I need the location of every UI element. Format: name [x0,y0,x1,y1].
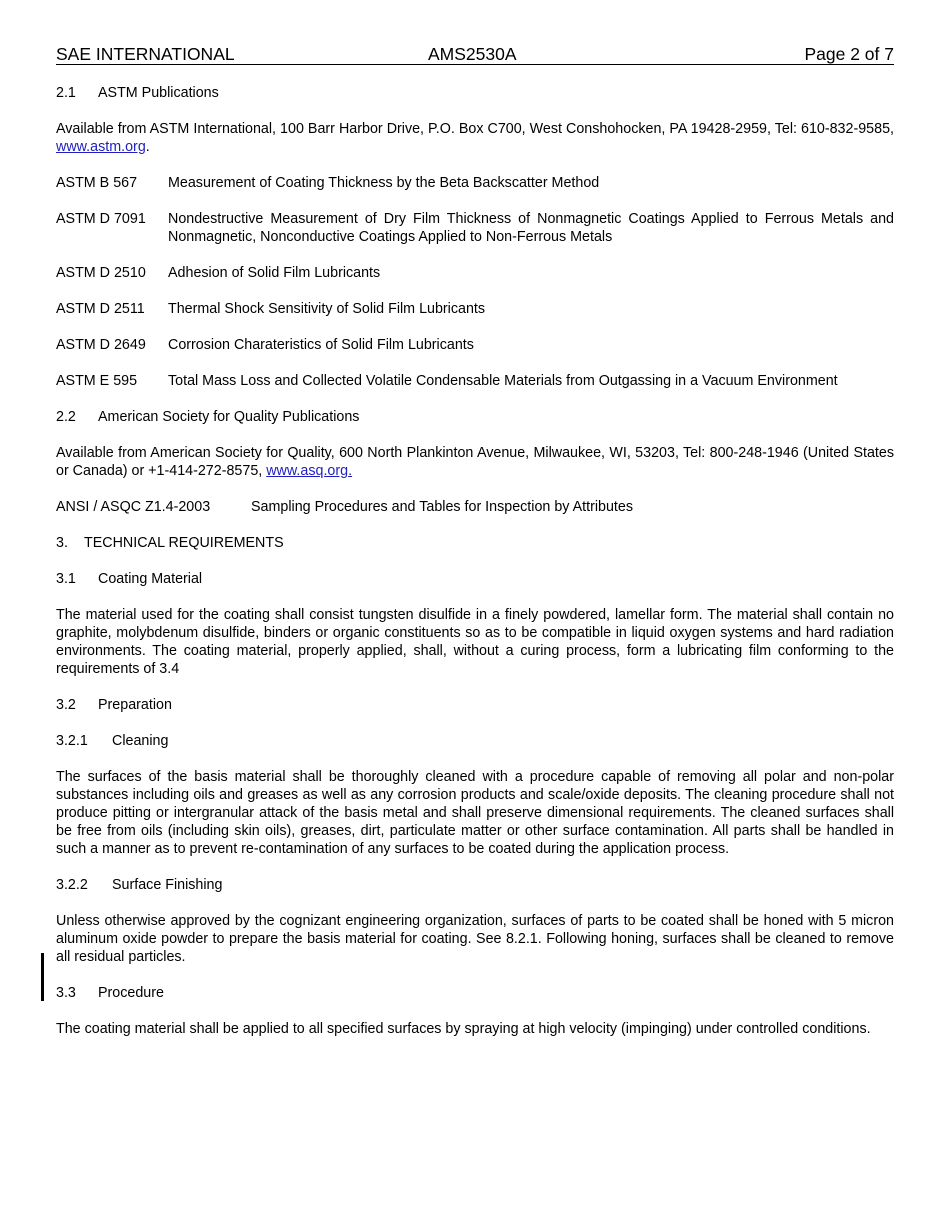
section-number: 3.2.2 [56,877,88,893]
header-doc-id: AMS2530A [428,44,517,64]
section-number: 2.1 [56,85,76,101]
header-page-number: Page 2 of 7 [804,44,894,64]
section-number: 3.1 [56,571,76,587]
procedure-paragraph: The coating material shall be applied to all specified surfaces by spraying at high velocity (impinging) under controlled conditions. [56,1021,871,1037]
section-title: Procedure [98,985,164,1001]
reference-title: Total Mass Loss and Collected Volatile Condensable Materials from Outgassing in a Vacuum Environment [168,373,838,389]
document-body [56,84,894,1038]
astm-availability-paragraph [56,120,894,156]
section-2-1-heading [56,84,894,102]
section-3-heading [56,534,894,552]
section-3-1-heading [56,570,894,588]
astm-link[interactable]: www.astm.org [56,139,146,155]
section-2-2-heading [56,408,894,426]
reference-code: ASTM D 2511 [56,301,145,317]
section-number: 3.3 [56,985,76,1001]
reference-code: ASTM B 567 [56,175,138,191]
coating-material-paragraph: The material used for the coating shall consist tungsten disulfide in a finely powdered, lamellar form. The material shall contain no graphite, molybdenum disulfide, binders or organic constituents so as to be compatible in liquid oxygen systems and hard radiation environments. The coating material, properly applied, shall, without a curing process, form a lubricating film conforming to the requirements of 3.4 [56,607,894,677]
section-3-3-heading [56,984,894,1002]
reference-item [56,174,894,192]
cleaning-paragraph: The surfaces of the basis material shall be thoroughly cleaned with a procedure capable of removing all polar and non-polar substances including oils and greases as well as any corrosion products and scale/oxide deposits. The cleaning procedure shall not produce pitting or intergranular attack of the basis metal and shall preserve dimensional requirements. The cleaned surfaces shall be free from oils (including skin oils), greases, dirt, particulate matter or other surface contamination. All parts shall be handled in such a manner as to prevent re-contamination of any surfaces to be coated during the application process. [56,769,894,857]
reference-title: Corrosion Charateristics of Solid Film Lubricants [168,337,474,353]
reference-code: ANSI / ASQC Z1.4-2003 [56,499,211,515]
reference-title: Thermal Shock Sensitivity of Solid Film Lubricants [168,301,486,317]
document-page [56,44,894,1056]
reference-code: ASTM D 7091 [56,211,146,227]
reference-item [56,210,894,246]
section-3-2-2-heading [56,876,894,894]
reference-code: ASTM D 2649 [56,337,146,353]
section-number: 3.2.1 [56,733,88,749]
surface-finishing-paragraph: Unless otherwise approved by the cognizant engineering organization, surfaces of parts to be coated shall be honed with 5 micron aluminum oxide powder to prepare the basis material for coating. See 8.2.1. Following honing, surfaces shall be cleaned to remove all residual particles. [56,913,894,965]
reference-title: Sampling Procedures and Tables for Inspection by Attributes [251,499,634,515]
reference-item [56,300,894,318]
section-3-2-1-heading [56,732,894,750]
reference-title: Measurement of Coating Thickness by the Beta Backscatter Method [168,175,600,191]
reference-item [56,372,894,390]
section-title: TECHNICAL REQUIREMENTS [84,535,284,551]
revision-change-bar [41,953,44,1001]
section-number: 3. [56,535,68,551]
header-org: SAE INTERNATIONAL [56,44,235,64]
period: . [145,139,150,155]
section-title: Surface Finishing [112,877,223,893]
availability-text: Available from ASTM International, 100 Barr Harbor Drive, P.O. Box C700, West Conshohocken, PA 19428-2959, Tel: 610-832-9585, [56,121,894,137]
page-header [56,44,894,65]
availability-text: Available from American Society for Quality, 600 North Plankinton Avenue, Milwaukee, WI, 53203, Tel: 800-248-1946 (United States or Canada) or +1-414-272-8575, [56,445,894,479]
section-title: Cleaning [112,733,169,749]
reference-item [56,264,894,282]
reference-item [56,336,894,354]
reference-title: Nondestructive Measurement of Dry Film Thickness of Nonmagnetic Coatings Applied to Ferrous Metals and Nonmagnetic, Nonconductive Coatings Applied to Non-Ferrous Metals [168,211,894,245]
section-title: Preparation [98,697,172,713]
reference-code: ASTM D 2510 [56,265,146,281]
section-3-2-heading [56,696,894,714]
section-title: American Society for Quality Publications [98,409,360,425]
reference-title: Adhesion of Solid Film Lubricants [168,265,381,281]
reference-item [56,498,894,516]
section-title: Coating Material [98,571,203,587]
asq-availability-paragraph [56,444,894,480]
section-title: ASTM Publications [98,85,219,101]
asq-link[interactable]: www.asq.org. [266,463,353,479]
reference-code: ASTM E 595 [56,373,138,389]
section-number: 3.2 [56,697,76,713]
section-number: 2.2 [56,409,76,425]
